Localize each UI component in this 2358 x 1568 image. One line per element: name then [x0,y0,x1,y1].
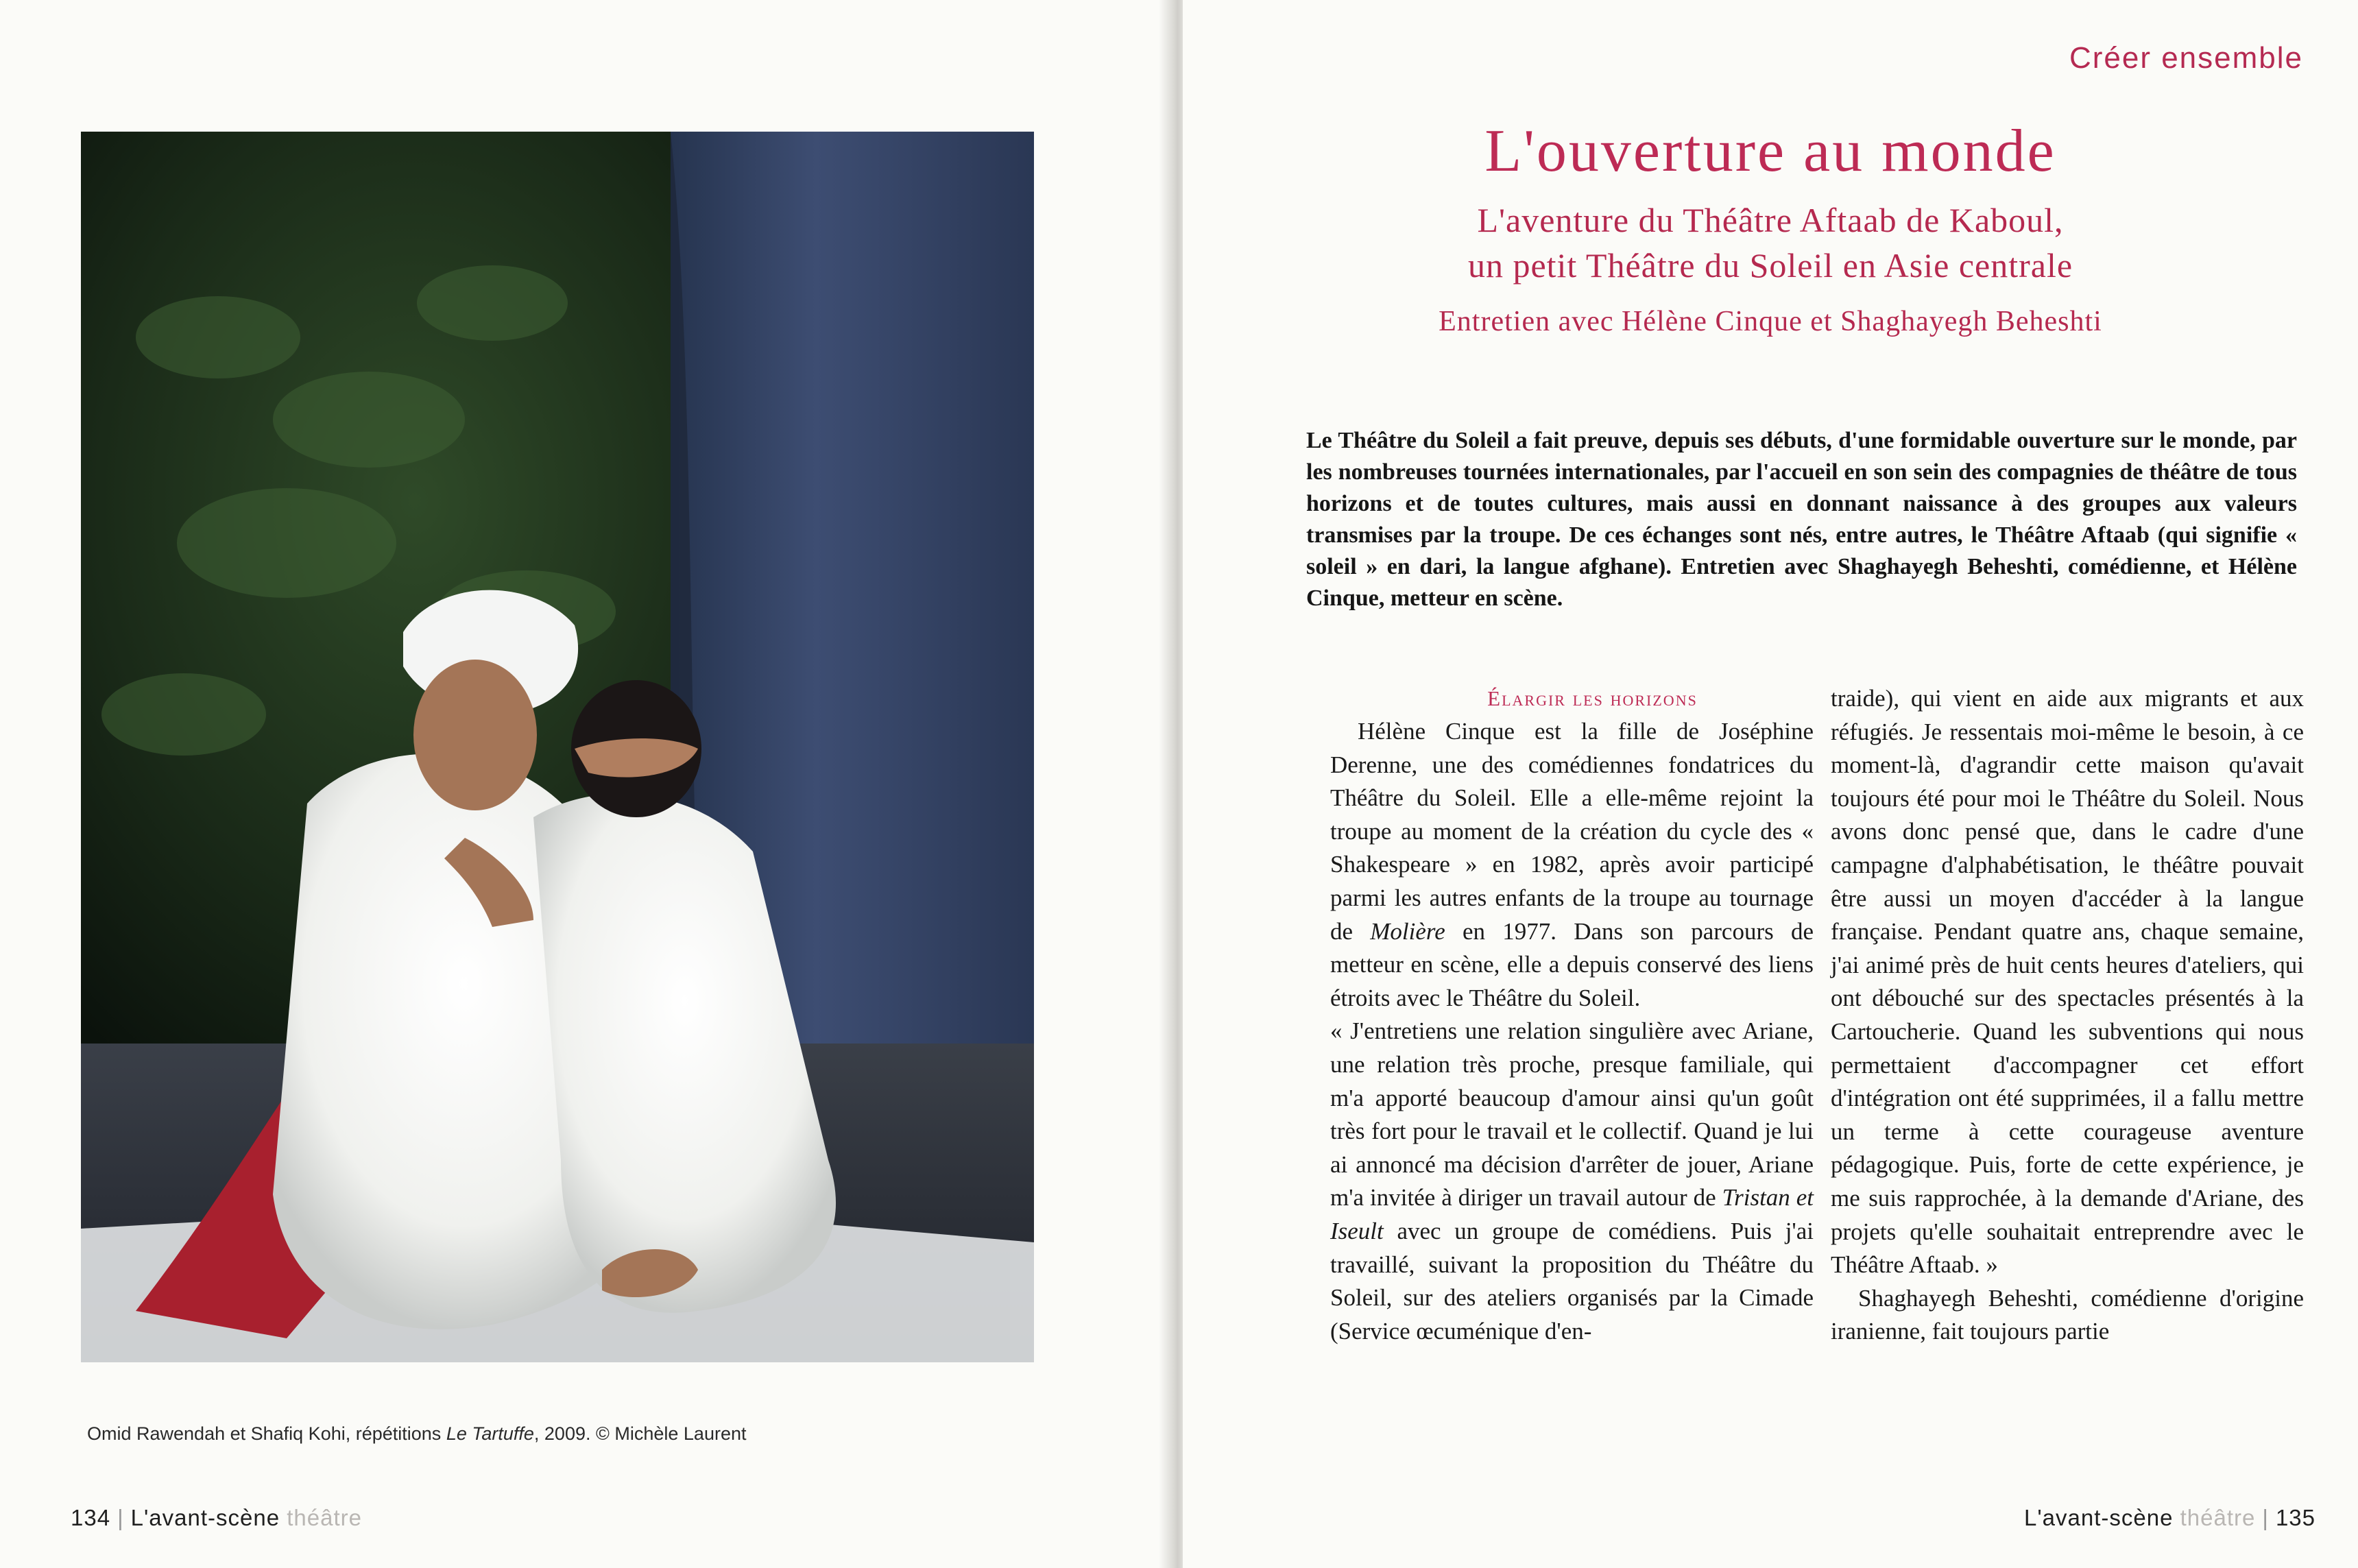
folio-brand-right: L'avant-scène [2024,1505,2174,1530]
left-page [0,0,1169,1568]
folio-brand-light-right: théâtre [2180,1505,2256,1530]
text-column-1 [1330,682,1814,1348]
photo-caption [87,1423,1047,1445]
text-run: Hélène Cinque est la fille de Joséphine Derenne, une des comédiennes fondatrices du Théâtre du Soleil. Elle a elle-même rejoint la troupe au moment de la création du cycle des « Shakespeare » en 1982, après avoir participé parmi les autres enfants de la troupe au tournage de [1330,718,1814,945]
caption-prefix: Omid Rawendah et Shafiq Kohi, répétitions [87,1423,446,1444]
article-byline: Entretien avec Hélène Cinque et Shaghayegh Beheshti [1439,306,2102,337]
paragraph: Shaghayegh Beheshti, comédienne d'origine iranienne, fait toujours partie [1831,1284,2304,1345]
article-title: L'ouverture au monde [1484,118,2056,184]
folio-brand-left: L'avant-scène [130,1505,280,1530]
caption-suffix: , 2009. © Michèle Laurent [533,1423,747,1444]
section-rubric: Créer ensemble [2069,41,2303,75]
folio-separator: | [2262,1505,2269,1530]
paragraph [1330,715,1814,1015]
paragraph: traide), qui vient en aide aux migrants et aux réfugiés. Je ressentais moi-même le besoin, à ce moment-là, d'agrandir cette maison qu'avait toujours été pour moi le Théâtre du Soleil. Nous avons donc pensé que, dans le cadre d'une campagne d'alphabétisation, le théâtre pouvait être aussi un moyen d'accéder à la langue française. Pendant quatre ans, chaque semaine, j'ai animé près de huit cents heures d'ateliers, qui ont débouché sur des spectacles présentés à la Cartoucherie. Quand les subventions qui nous permettaient d'accompagner cet effort d'intégration ont été supprimées, il a fallu mettre un terme à cette courageuse aventure pédagogique. Puis, forte de cette expérience, je me suis rapprochée, à la demande d'Ariane, des projets qu'elle souhaitait entreprendre avec le Théâtre Aftaab. » [1831,685,2304,1279]
subtitle-line-2: un petit Théâtre du Soleil en Asie centrale [1467,246,2073,285]
folio-separator: | [117,1505,124,1530]
text-column-2 [1831,682,2304,1349]
section-heading: Élargir les horizons [1487,686,1698,710]
article-subtitle [1183,197,2358,288]
text-run: « J'entretiens une relation singulière avec Ariane, une relation très proche, presque familiale, qui m'a apporté beaucoup d'amour ainsi qu'un goût très fort pour le travail et le collectif. Quand je lui ai annoncé ma décision d'arrêter de jouer, Ariane m'a invitée à diriger un travail autour de [1330,1017,1814,1211]
stage-photo-illustration [81,132,1034,1362]
italic-title: Tristan et Iseult [1330,1184,1814,1244]
stage-photo [81,132,1034,1362]
article-intro: Le Théâtre du Soleil a fait preuve, depuis ses débuts, d'une formidable ouverture sur le monde, par les nombreuses tournées internationales, par l'accueil en son sein des compagnies de théâtre de tous horizons et de toutes cultures, mais aussi en donnant naissance à des groupes aux valeurs transmises par la troupe. De ces échanges sont nés, entre autres, le Théâtre Aftaab (qui signifie « soleil » en dari, la langue afghane). Entretien avec Shaghayegh Beheshti, comédienne, et Hélène Cinque, metteur en scène. [1306,428,2297,611]
page-number-left: 134 [71,1505,111,1530]
subtitle-line-1: L'aventure du Théâtre Aftaab de Kaboul, [1477,201,2064,239]
folio-left [71,1505,362,1531]
page-number-right: 135 [2275,1505,2315,1530]
folio-brand-light-left: théâtre [287,1505,362,1530]
italic-title: Molière [1370,917,1445,945]
text-run: avec un groupe de comédiens. Puis j'ai travaillé, suivant la proposition du Théâtre du Soleil, sur des ateliers organisés par la Cimade (Service œcuménique d'en- [1330,1217,1814,1344]
caption-title: Le Tartuffe [446,1423,534,1444]
paragraph [1330,1015,1814,1348]
text-run: en 1977. Dans son parcours de metteur en scène, elle a depuis conservé des liens étroits avec le Théâtre du Soleil. [1330,917,1814,1011]
folio-right [2024,1505,2315,1531]
right-page [1183,0,2358,1568]
